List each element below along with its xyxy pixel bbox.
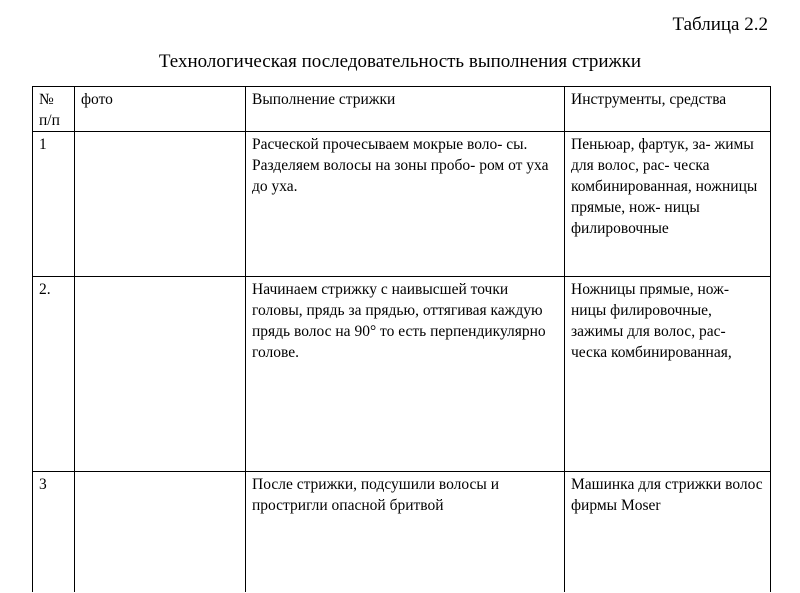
row-number: 2. (33, 277, 75, 472)
row-tools: Машинка для стрижки волос фирмы Moser (565, 472, 771, 593)
table-row (33, 277, 771, 472)
row-photo (75, 472, 246, 593)
table-header-row (33, 87, 771, 132)
row-photo (75, 277, 246, 472)
haircut-sequence-table (32, 86, 771, 592)
row-step: Начинаем стрижку с наивысшей точки головы, прядь за прядью, оттягивая каждую прядь волос на 90° то есть перпендикулярно голове. (246, 277, 565, 472)
row-tools: Пеньюар, фартук, за- жимы для волос, рас- ческа комбинированная, ножницы прямые, нож- ницы филировочные (565, 132, 771, 277)
table-row (33, 132, 771, 277)
table-number: Таблица 2.2 (672, 14, 768, 35)
header-number: № п/п (33, 87, 75, 132)
row-tools: Ножницы прямые, нож- ницы филировочные, зажимы для волос, рас- ческа комбинированная, (565, 277, 771, 472)
header-step: Выполнение стрижки (246, 87, 565, 132)
table-row (33, 472, 771, 593)
row-photo (75, 132, 246, 277)
row-step: Расческой прочесываем мокрые воло- сы. Разделяем волосы на зоны пробо- ром от уха до уха. (246, 132, 565, 277)
header-photo: фото (75, 87, 246, 132)
row-number: 3 (33, 472, 75, 593)
header-tools: Инструменты, средства (565, 87, 771, 132)
table-title: Технологическая последовательность выполнения стрижки (158, 51, 642, 72)
row-step: После стрижки, подсушили волосы и простригли опасной бритвой (246, 472, 565, 593)
row-number: 1 (33, 132, 75, 277)
